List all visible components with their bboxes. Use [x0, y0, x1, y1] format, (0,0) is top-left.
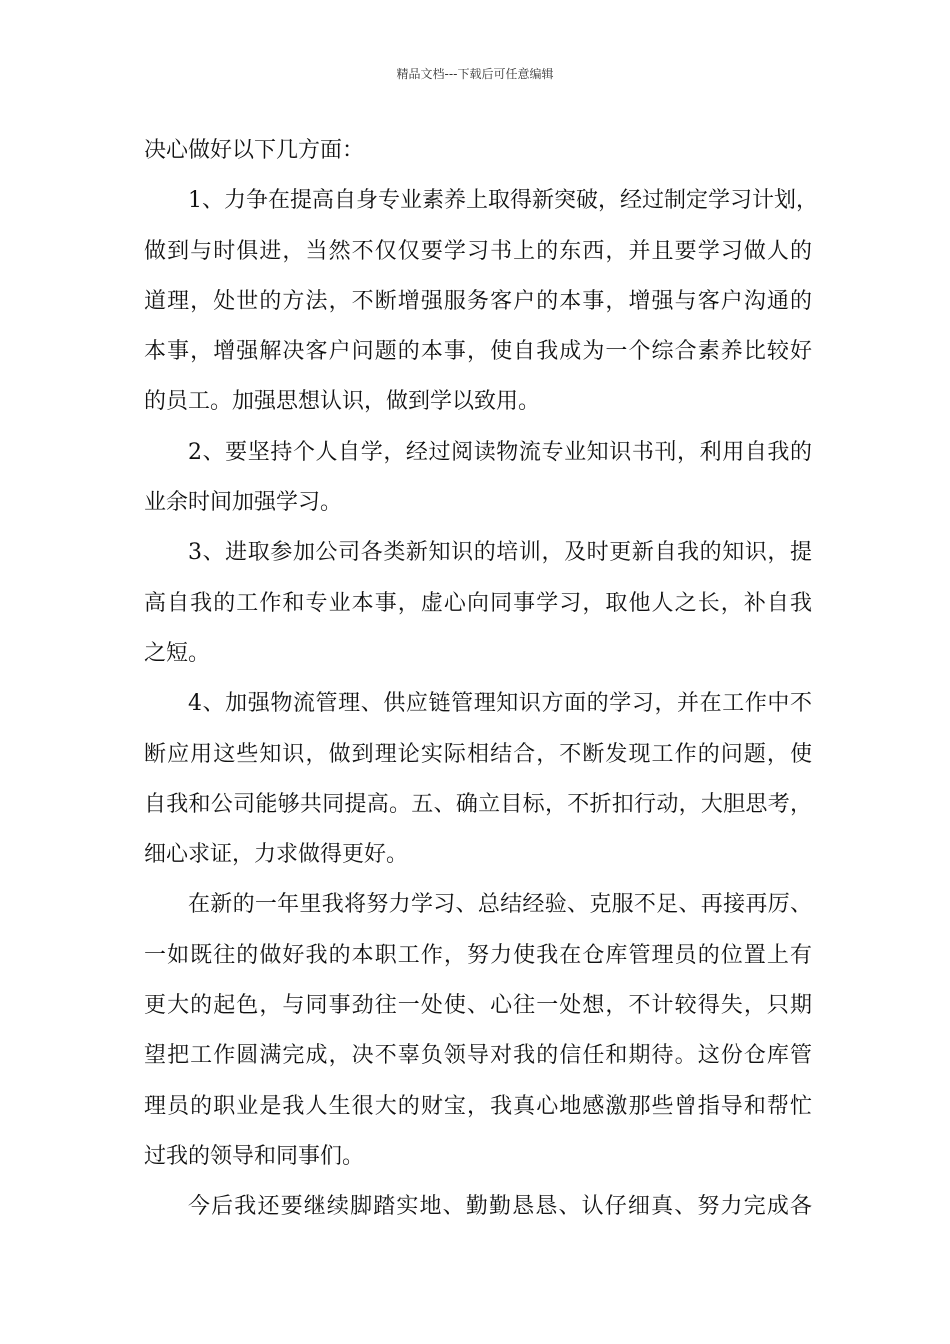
text-line: 3、进取参加公司各类新知识的培训，及时更新自我的知识，提	[188, 540, 812, 566]
text-line: 2、要坚持个人自学，经过阅读物流专业知识书刊，利用自我的	[188, 439, 812, 465]
text-line: 道理，处世的方法，不断增强服务客户的本事，增强与客户沟通的	[144, 288, 812, 314]
text-line: 业余时间加强学习。	[144, 490, 343, 516]
text-line: 做到与时俱进，当然不仅仅要学习书上的东西，并且要学习做人的	[144, 238, 812, 264]
text-line: 断应用这些知识，做到理论实际相结合，不断发现工作的问题，使	[144, 741, 812, 767]
page-header: 精品文档---下载后可任意编辑	[396, 67, 554, 81]
text-line: 过我的领导和同事们。	[144, 1143, 365, 1169]
text-line: 今后我还要继续脚踏实地、勤勤恳恳、认仔细真、努力完成各	[188, 1194, 812, 1220]
text-line: 高自我的工作和专业本事，虚心向同事学习，取他人之长，补自我	[144, 590, 812, 616]
text-line: 更大的起色，与同事劲往一处使、心往一处想，不计较得失，只期	[144, 993, 812, 1019]
text-line: 在新的一年里我将努力学习、总结经验、克服不足、再接再厉、	[188, 892, 812, 918]
document-body	[144, 131, 818, 1238]
text-line: 决心做好以下几方面：	[144, 138, 365, 163]
text-line: 本事，增强解决客户问题的本事，使自我成为一个综合素养比较好	[144, 339, 812, 365]
text-line: 之短。	[144, 640, 211, 666]
text-line: 一如既往的做好我的本职工作，努力使我在仓库管理员的位置上有	[144, 942, 812, 968]
text-line: 细心求证，力求做得更好。	[144, 842, 409, 868]
text-line: 1、力争在提高自身专业素养上取得新突破，经过制定学习计划，	[188, 188, 818, 214]
text-line: 自我和公司能够共同提高。五、确立目标，不折扣行动，大胆思考，	[144, 791, 812, 817]
text-line: 4、加强物流管理、供应链管理知识方面的学习，并在工作中不	[188, 691, 812, 717]
text-line: 理员的职业是我人生很大的财宝，我真心地感激那些曾指导和帮忙	[144, 1093, 812, 1119]
text-line: 的员工。加强思想认识，做到学以致用。	[144, 389, 541, 415]
text-line: 望把工作圆满完成，决不辜负领导对我的信任和期待。这份仓库管	[144, 1043, 812, 1069]
